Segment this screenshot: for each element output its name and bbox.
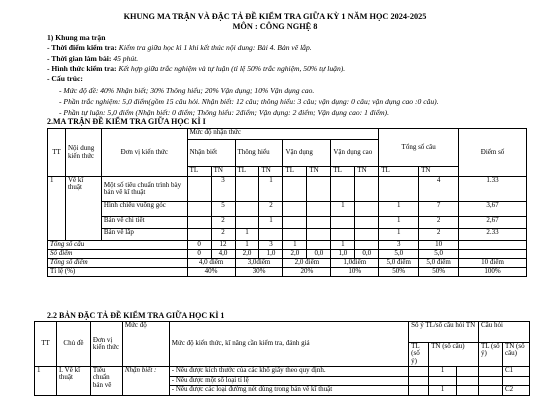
spec-col-count: Số ý TL/số câu hỏi TN bbox=[409, 322, 479, 343]
matrix-table bbox=[47, 128, 527, 277]
list-item: - Nêu được một số loại tỉ lệ bbox=[169, 377, 408, 386]
cell: 5,0 bbox=[379, 250, 419, 259]
cell: 2 bbox=[419, 229, 459, 241]
cell: 5 bbox=[211, 202, 235, 217]
tn-header: TN bbox=[259, 167, 283, 177]
tl-header: TL bbox=[283, 167, 307, 177]
cell: 7 bbox=[419, 202, 459, 217]
spec-col-unit: Đơn vị kiến thức bbox=[90, 322, 122, 367]
tl-count: TL (số ý) bbox=[409, 343, 429, 367]
cell: 1 bbox=[379, 217, 419, 229]
table-row-unit: Một số tiêu chuẩn trình bày bản vẽ kĩ thuật bbox=[101, 177, 187, 202]
cell: 1 bbox=[429, 386, 457, 396]
table-row-unit: Bản vẽ lắp bbox=[101, 229, 187, 241]
cell: 5,0 bbox=[419, 250, 459, 259]
cell: 2,0 điểm bbox=[283, 259, 331, 268]
tl-header: TL bbox=[235, 167, 259, 177]
cell: 1 bbox=[259, 177, 283, 202]
tl-header: TL bbox=[331, 167, 355, 177]
cell: 2 bbox=[211, 229, 235, 241]
col-nb: Nhận biết bbox=[187, 140, 235, 167]
cell: 5,0 điểm bbox=[379, 259, 419, 268]
cell: 3 bbox=[379, 241, 419, 250]
col-content: Nội dung kiến thức bbox=[65, 129, 101, 177]
format-label: - Hình thức kiểm tra: bbox=[47, 64, 117, 73]
cell: 2 bbox=[259, 202, 283, 217]
cell: 100% bbox=[459, 268, 527, 277]
tl-header: TL bbox=[379, 167, 419, 177]
spec-row-unit: Tiêu chuẩn bản vẽ bbox=[90, 367, 122, 396]
cell: 1 bbox=[235, 229, 259, 241]
ratio-label: Tỉ lệ (%) bbox=[48, 268, 188, 277]
tn-header: TN bbox=[211, 167, 235, 177]
cell: 1 bbox=[259, 217, 283, 229]
cell: 3,67 bbox=[459, 202, 527, 217]
cell: 1.33 bbox=[459, 177, 527, 202]
spec-col-topic: Chủ đề bbox=[56, 322, 90, 367]
cell: 4 bbox=[419, 177, 459, 202]
row-tt: 1 bbox=[48, 177, 66, 241]
total-questions-label: Tổng số câu bbox=[48, 241, 188, 250]
duration-value: 45 phút. bbox=[113, 54, 139, 63]
row-topic: Vẽ kĩ thuật bbox=[65, 177, 101, 241]
cell: 1 bbox=[429, 367, 457, 377]
col-vdc: Vận dụng cao bbox=[331, 140, 379, 167]
matrix-heading: 2.MA TRẬN ĐỀ KIỂM TRA GIỮA HỌC KÌ I bbox=[47, 117, 206, 126]
cell: 10% bbox=[331, 268, 379, 277]
tl-header: TL bbox=[187, 167, 211, 177]
list-item: - Nêu được kích thước của các khổ giấy theo quy định. bbox=[169, 367, 408, 377]
mcq-breakdown: - Phần trắc nghiệm: 5,0 điểm(gồm 15 câu hỏi. Nhận biết: 12 câu; thông hiểu: 3 câu; vận dụng: 0 câu; vận dụng cao :0 câu). bbox=[59, 97, 439, 106]
cell: 3 bbox=[259, 241, 283, 250]
cell: 1 bbox=[283, 241, 307, 250]
cell: 1 bbox=[379, 202, 419, 217]
col-unit: Đơn vị kiến thức bbox=[101, 129, 187, 177]
spec-row-tt: 1 bbox=[35, 367, 57, 396]
document-subtitle: MÔN : CÔNG NGHỆ 8 bbox=[232, 22, 318, 31]
cell: 50% bbox=[419, 268, 459, 277]
list-item: - Nêu được các loại đường nét dùng trong bản vẽ kĩ thuật bbox=[169, 386, 408, 396]
col-vd: Vận dụng bbox=[283, 140, 331, 167]
cell: 2,0 bbox=[283, 250, 307, 259]
time-value: Kiểm tra giữa học kì 1 khi kết thúc nội dung: Bài 4. Bản vẽ lắp. bbox=[118, 43, 312, 52]
document-title: KHUNG MA TRẬN VÀ ĐẶC TẢ ĐỀ KIỂM TRA GIỮA KỲ 1 NĂM HỌC 2024-2025 bbox=[123, 12, 427, 21]
total-score-label: Tổng số điểm bbox=[48, 259, 188, 268]
section-heading: 1) Khung ma trận bbox=[47, 33, 106, 42]
spec-row-topic: I. Vẽ kĩ thuật bbox=[56, 367, 90, 396]
cell: 2 bbox=[419, 217, 459, 229]
spec-col-tt: TT bbox=[35, 322, 57, 367]
cell: 2 bbox=[211, 217, 235, 229]
cell: 50% bbox=[379, 268, 419, 277]
table-row-unit: Bản vẽ chi tiết bbox=[101, 217, 187, 229]
cell: 2,0 bbox=[235, 250, 259, 259]
cell: 4,0 điểm bbox=[187, 259, 235, 268]
tn-header: TN bbox=[307, 167, 331, 177]
cell: 1 bbox=[235, 241, 259, 250]
cell: 3 bbox=[211, 177, 235, 202]
cell: 4,0 bbox=[211, 250, 235, 259]
essay-breakdown: - Phần tự luận: 5,0 điểm (Nhận biết: 0 điểm; Thông hiểu: 2điểm; Vận dụng: 2 điểm; Vận dụng cao: 1 điểm). bbox=[59, 108, 389, 117]
cell: 10 điểm bbox=[459, 259, 527, 268]
col-level: Mức độ nhận thức bbox=[187, 129, 379, 140]
tn-count: TN (số câu) bbox=[429, 343, 479, 367]
cell: 2.33 bbox=[459, 229, 527, 241]
cell: 12 bbox=[211, 241, 235, 250]
cell: 0,0 bbox=[355, 250, 379, 259]
tl-q: TL (số ý) bbox=[479, 343, 503, 367]
cell: C1 bbox=[502, 367, 529, 377]
level-breakdown: - Mức độ đề: 40% Nhận biết; 30% Thông hiểu; 20% Vận dụng; 10% Vận dụng cao. bbox=[59, 86, 315, 95]
cell: 20% bbox=[283, 268, 331, 277]
spec-col-q: Câu hỏi bbox=[479, 322, 530, 343]
format-value: Kết hợp giữa trắc nghiệm và tự luận (tỉ lệ 50% trắc nghiệm, 50% tự luận). bbox=[118, 64, 346, 73]
time-label: - Thời điểm kiểm tra: bbox=[47, 43, 117, 52]
cell: C2 bbox=[502, 386, 529, 396]
tn-q: TN (số câu) bbox=[502, 343, 529, 367]
spec-row-level: Nhận biết : bbox=[122, 367, 169, 396]
tn-header: TN bbox=[355, 167, 379, 177]
cell: 0,0 bbox=[307, 250, 331, 259]
structure-label: - Cấu trúc: bbox=[47, 74, 83, 83]
cell: 1 bbox=[379, 229, 419, 241]
cell: 40% bbox=[187, 268, 235, 277]
cell: 1,0 bbox=[259, 250, 283, 259]
cell: 10 bbox=[419, 241, 459, 250]
cell: 1,0 bbox=[331, 250, 355, 259]
col-score: Điểm số bbox=[459, 129, 527, 177]
duration-label: - Thời gian làm bài: bbox=[47, 54, 112, 63]
cell: 2,67 bbox=[459, 217, 527, 229]
spec-col-level: Mức độ bbox=[122, 322, 169, 367]
cell: 3,0điểm bbox=[235, 259, 283, 268]
cell: 30% bbox=[235, 268, 283, 277]
cell: 1 bbox=[331, 241, 355, 250]
col-th: Thông hiểu bbox=[235, 140, 283, 167]
cell: 1 bbox=[331, 202, 355, 217]
score-label: Số điểm bbox=[48, 250, 188, 259]
spec-table bbox=[34, 321, 530, 396]
tn-header: TN bbox=[419, 167, 459, 177]
table-row-unit: Hình chiếu vuông góc bbox=[101, 202, 187, 217]
col-tt: TT bbox=[48, 129, 66, 177]
spec-col-req: Mức độ kiến thức, kĩ năng cần kiểm tra, đánh giá bbox=[169, 322, 408, 367]
spec-heading: 2.2 BẢN ĐẶC TẢ ĐỀ KIỂM TRA GIỮA HỌC KÌ 1 bbox=[47, 311, 225, 320]
cell: 0 bbox=[187, 241, 211, 250]
col-total: Tổng số câu bbox=[379, 129, 459, 167]
cell: 5,0 điểm bbox=[419, 259, 459, 268]
cell: 1,0điểm bbox=[331, 259, 379, 268]
cell: 0 bbox=[187, 250, 211, 259]
